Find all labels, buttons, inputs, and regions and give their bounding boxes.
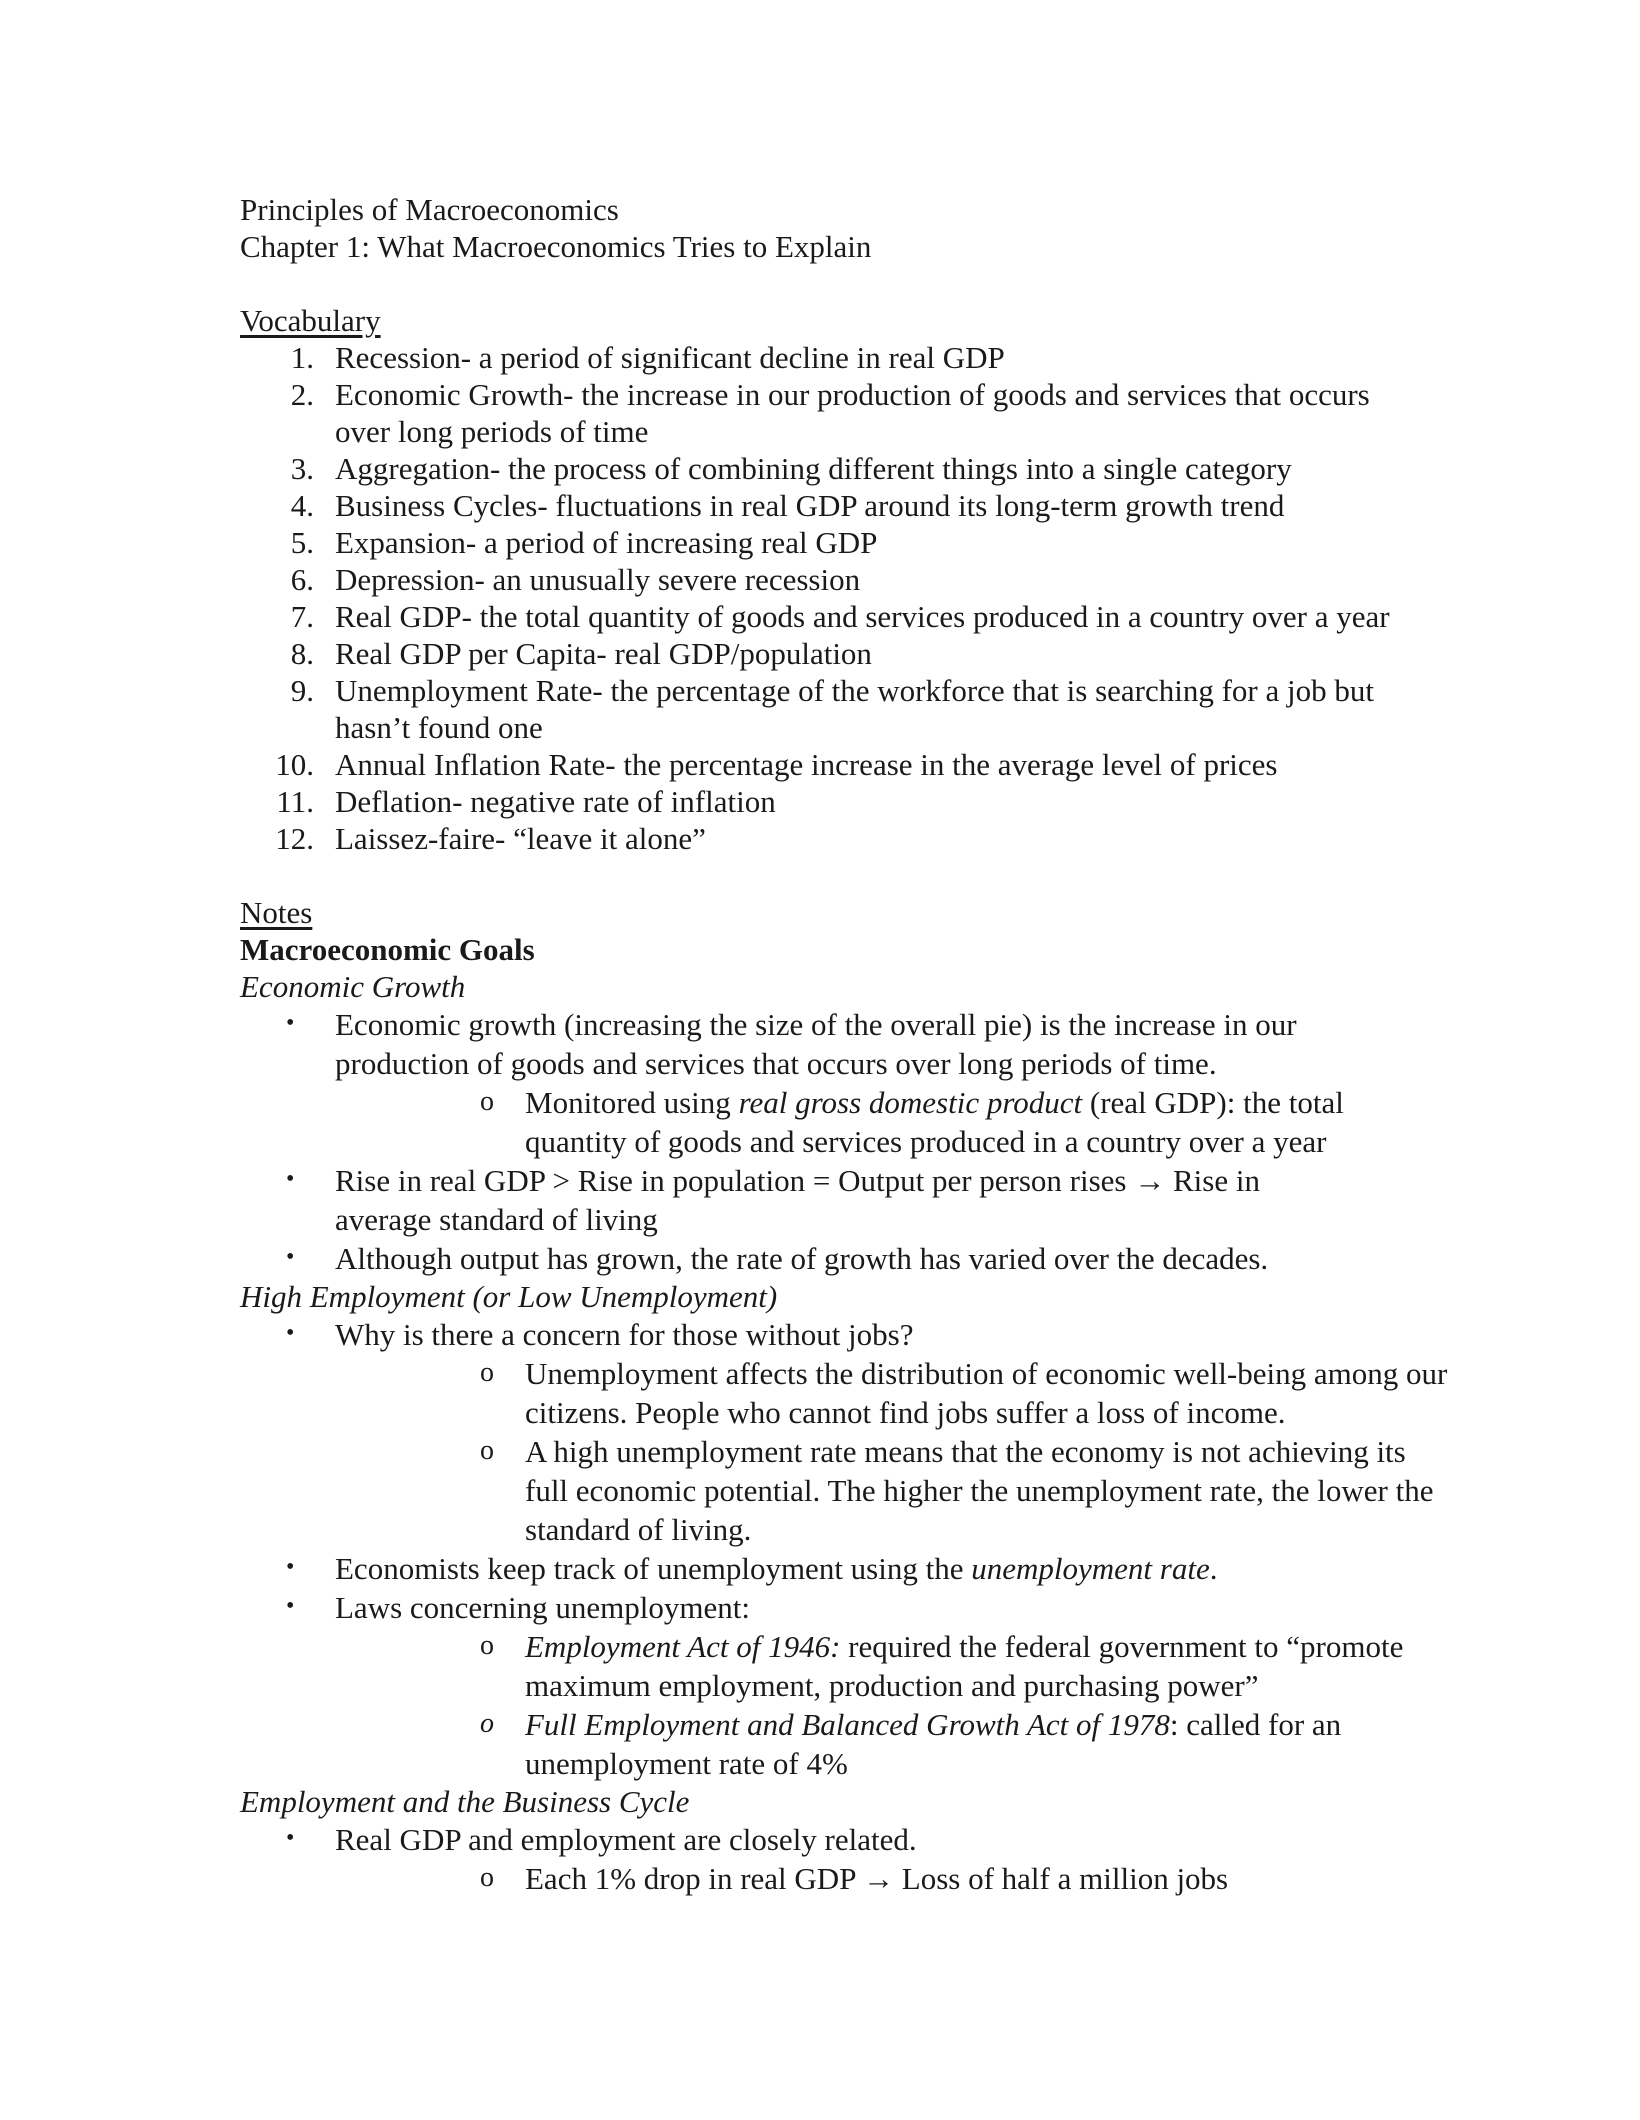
- sub-bullet-icon: o: [480, 1708, 494, 1739]
- business-cycle-bullets: [240, 1820, 1420, 1898]
- subsection-heading-economic-growth: Economic Growth: [240, 969, 466, 1004]
- document-page: [240, 191, 1448, 1898]
- bullet-icon: •: [286, 1825, 295, 1851]
- vocab-item: 3. Aggregation- the process of combining different things into a single category: [290, 451, 1292, 486]
- vocab-item: 4. Business Cycles- fluctuations in real GDP around its long-term growth trend: [290, 488, 1285, 523]
- vocabulary-list: [240, 339, 1420, 857]
- bullet-icon: •: [286, 1244, 295, 1270]
- bullet-icon: •: [286, 1166, 295, 1192]
- section-title: Macroeconomic Goals: [240, 932, 535, 967]
- sub-bullet-icon: o: [480, 1862, 494, 1893]
- bullet-icon: •: [286, 1320, 295, 1346]
- bullet-icon: •: [286, 1593, 295, 1619]
- sub-bullet-item: o Full Employment and Balanced Growth Act of 1978: called for an unemployment rate of 4%: [480, 1707, 1342, 1781]
- high-employment-bullets: [240, 1315, 1448, 1783]
- sub-bullet-item: o A high unemployment rate means that the economy is not achieving its full economic potential. The higher the unemployment rate, the lower the standard of living.: [480, 1434, 1434, 1547]
- notes-heading: Notes: [240, 895, 313, 930]
- bullet-item: • Laws concerning unemployment: o Employment Act of 1946: required the federal government to “promote maximum employment, production and purchasing power” o Full Employment and Balanced Growth Act of 1978: called for an unemployment rate of 4%: [240, 1588, 1420, 1783]
- bullet-icon: •: [286, 1010, 295, 1036]
- vocab-item: 5. Expansion- a period of increasing real GDP: [290, 525, 878, 560]
- sub-bullet-icon: o: [480, 1435, 494, 1466]
- bullet-icon: •: [286, 1554, 295, 1580]
- sub-bullet-icon: o: [480, 1086, 494, 1117]
- sub-bullet-icon: o: [480, 1357, 494, 1388]
- vocab-item: 6. Depression- an unusually severe recession: [290, 562, 861, 597]
- course-title: Principles of Macroeconomics: [240, 192, 619, 227]
- vocabulary-heading: Vocabulary: [240, 303, 381, 338]
- sub-bullets: [335, 1354, 1448, 1549]
- sub-bullets: [335, 1083, 1420, 1161]
- subsection-heading-high-employment: High Employment (or Low Unemployment): [240, 1279, 778, 1314]
- sub-bullet-item: o Employment Act of 1946: required the federal government to “promote maximum employment, production and purchasing power”: [480, 1629, 1404, 1703]
- sub-bullet-item: o Each 1% drop in real GDP → Loss of half a million jobs: [480, 1861, 1229, 1896]
- subsection-heading-business-cycle: Employment and the Business Cycle: [240, 1784, 690, 1819]
- vocab-item: 9. Unemployment Rate- the percentage of the workforce that is searching for a job but hasn’t found one: [290, 673, 1374, 745]
- vocab-item: 10. Annual Inflation Rate- the percentage increase in the average level of prices: [275, 747, 1278, 782]
- vocab-item: 11. Deflation- negative rate of inflation: [276, 784, 776, 819]
- vocab-item: 8. Real GDP per Capita- real GDP/population: [290, 636, 872, 671]
- sub-bullet-item: o Unemployment affects the distribution of economic well-being among our citizens. People who cannot find jobs suffer a loss of income.: [480, 1356, 1448, 1430]
- sub-bullets: [335, 1859, 1420, 1898]
- sub-bullet-icon: o: [480, 1630, 494, 1661]
- economic-growth-bullets: [240, 1005, 1420, 1278]
- chapter-title: Chapter 1: What Macroeconomics Tries to Explain: [240, 229, 872, 264]
- bullet-item: • Economists keep track of unemployment using the unemployment rate.: [286, 1551, 1218, 1586]
- bullet-item: • Economic growth (increasing the size of the overall pie) is the increase in our production of goods and services that occurs over long periods of time. o Monitored using real gross domestic product (real GDP): the total quantity of goods and services produced in a country over a year: [240, 1005, 1420, 1161]
- sub-bullet-item: o Monitored using real gross domestic product (real GDP): the total quantity of goods and services produced in a country over a year: [480, 1085, 1344, 1159]
- bullet-item: • Why is there a concern for those without jobs? o Unemployment affects the distribution of economic well-being among our citizens. People who cannot find jobs suffer a loss of income. o A high unemployment rate means that the economy is not achieving its full economic potential. The higher the unemployment rate, the lower the standard of living.: [286, 1317, 1448, 1547]
- vocab-item: 7. Real GDP- the total quantity of goods and services produced in a country over a year: [290, 599, 1390, 634]
- bullet-item: • Although output has grown, the rate of growth has varied over the decades.: [286, 1241, 1269, 1276]
- bullet-item: • Real GDP and employment are closely related. o Each 1% drop in real GDP → Loss of half a million jobs: [240, 1820, 1420, 1898]
- bullet-item: • Rise in real GDP > Rise in population = Output per person rises → Rise in average standard of living: [286, 1163, 1260, 1237]
- vocab-item: 12. Laissez-faire- “leave it alone”: [275, 821, 706, 856]
- vocab-item: 2. Economic Growth- the increase in our production of goods and services that occurs over long periods of time: [290, 377, 1370, 449]
- sub-bullets: [335, 1627, 1420, 1783]
- vocab-item: 1. Recession- a period of significant decline in real GDP: [290, 340, 1005, 375]
